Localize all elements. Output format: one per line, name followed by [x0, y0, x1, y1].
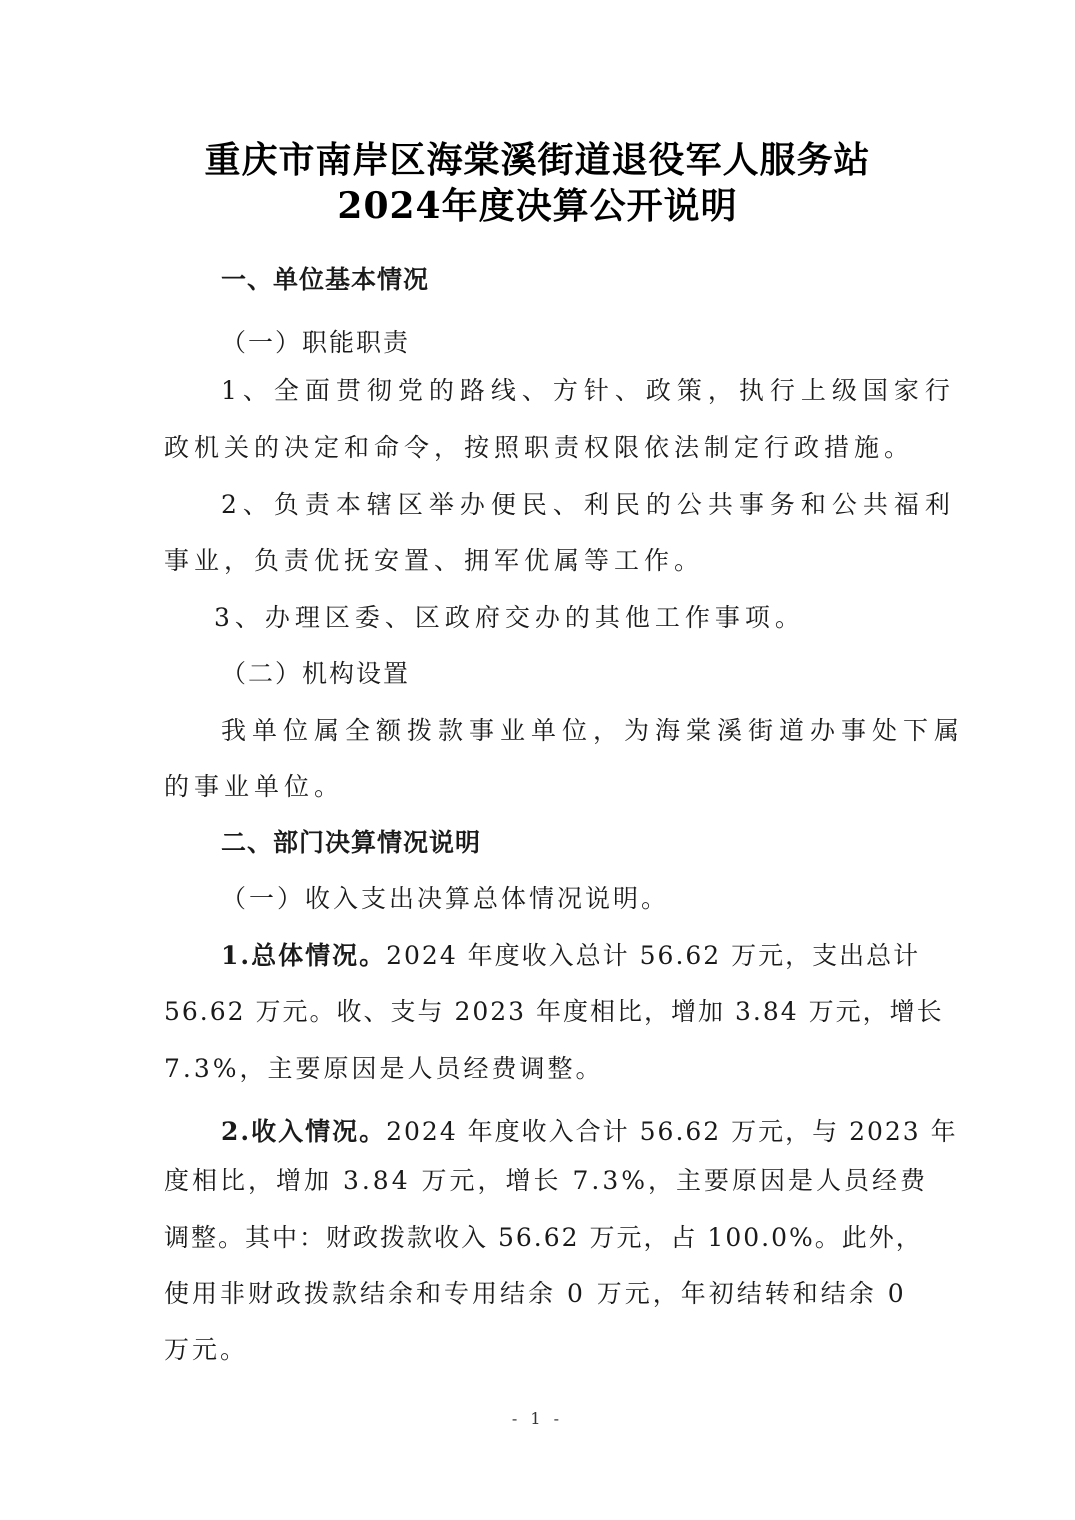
- paragraph-overall-label: 1.总体情况。: [221, 941, 387, 970]
- section-heading-final-accounts: 二、部门决算情况说明: [221, 828, 482, 857]
- paragraph-organization-line-2: 的事业单位。: [164, 772, 345, 801]
- paragraph-income-line-1-text: 2024 年度收入合计 56.62 万元，与 2023 年: [386, 1117, 958, 1146]
- paragraph-overall-line-1: [221, 938, 920, 974]
- subsection-heading-duties: （一）职能职责: [221, 328, 411, 357]
- paragraph-income-line-2: 度相比，增加 3.84 万元，增长 7.3%，主要原因是人员经费: [164, 1166, 929, 1195]
- section-heading-basic-info: 一、单位基本情况: [221, 265, 430, 294]
- document-title-line-2: 2024年度决算公开说明: [337, 185, 738, 227]
- paragraph-duty-1-line-1: 1、全面贯彻党的路线、方针、政策，执行上级国家行: [221, 376, 956, 405]
- paragraph-overall-line-2: 56.62 万元。收、支与 2023 年度相比，增加 3.84 万元，增长: [164, 997, 944, 1026]
- paragraph-organization-line-1: 我单位属全额拨款事业单位，为海棠溪街道办事处下属: [221, 716, 966, 745]
- paragraph-income-line-4: 使用非财政拨款结余和专用结余 0 万元，年初结转和结余 0: [164, 1279, 907, 1308]
- paragraph-income-label: 2.收入情况。: [221, 1117, 387, 1146]
- paragraph-duty-2-line-2: 事业，负责优抚安置、拥军优属等工作。: [164, 546, 705, 575]
- paragraph-income-line-5: 万元。: [164, 1335, 249, 1364]
- document-title-line-1: 重庆市南岸区海棠溪街道退役军人服务站: [204, 139, 871, 181]
- paragraph-overall-line-3: 7.3%，主要原因是人员经费调整。: [164, 1054, 604, 1083]
- paragraph-duty-1-line-2: 政机关的决定和命令，按照职责权限依法制定行政措施。: [164, 433, 915, 462]
- paragraph-overall-line-1-text: 2024 年度收入总计 56.62 万元，支出总计: [386, 941, 921, 970]
- paragraph-duty-2-line-1: 2、负责本辖区举办便民、利民的公共事务和公共福利: [221, 490, 956, 519]
- paragraph-income-line-1: [221, 1114, 958, 1150]
- subsection-heading-income-expense-overview: （一）收入支出决算总体情况说明。: [221, 884, 670, 913]
- subsection-heading-organization: （二）机构设置: [221, 659, 411, 688]
- paragraph-duty-3-line-1: 3、办理区委、区政府交办的其他工作事项。: [214, 603, 805, 632]
- paragraph-income-line-3: 调整。其中：财政拨款收入 56.62 万元，占 100.0%。此外，: [164, 1223, 923, 1252]
- page-number: - 1 -: [511, 1409, 564, 1428]
